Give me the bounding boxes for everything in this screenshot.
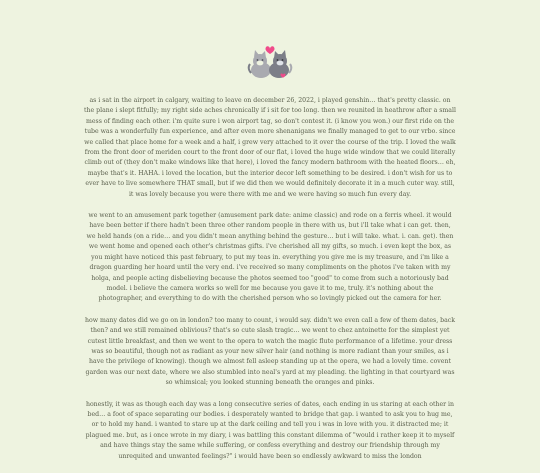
two-cats-with-hearts-icon (246, 40, 294, 82)
letter-body (84, 96, 456, 473)
letter-paragraph-1: as i sat in the airport in calgary, waiting to leave on december 26, 2022, i played genshin… that's pretty classic. on the plane i slept fitfully; my right side aches chronically if i sit for too long. then we reunited in heathrow after a small mess of finding each other. i'm quite sure i won airport tag, so don't contest it. (i know you won.) our first ride on the tube was a wonderfully fun experience, and after even more shenanigans we finally managed to get to our vrbo. since we called that place home for a week and a half, i grew very attached to it over the course of the trip. I loved the walk from the front door of meriden court to the front door of our flat, i loved the huge wide window that we could literally climb out of (they don't make windows like that here), i loved the fancy modern bathroom with the heated floors… eh, maybe that's it. HAHA. i loved the location, but the interior decor left something to be desired. i don't wish for us to ever have to live somewhere THAT small, but if we did then we would definitely decorate it in a much cuter way. still, it was lovely because you were there with me and we were having so much fun every day. (84, 97, 456, 198)
letter-paragraph-2: we went to an amusement park together (amusement park date: anime classic) and rode on a ferris wheel. it would have been better if there hadn't been three other random people in there with us, but i'll take what i can get. then, we held hands (on a ride… and you didn't mean anything behind the gesture… but i will take. what. i. can. get). then we went home and opened each other's christmas gifts. i've cherished all my gifts, so much. i even kept the box, as you might have noticed this past february, to put my teas in. everything you give me is my treasure, and i'm like a dragon guarding her hoard until the very end. i've received so many compliments on the photos i've taken with my holga, and people acting disbelieving because the photos seemed too "good" to come from such a notoriously bad model. i believe the camera works so well for me because you gave it to me, truly. it's nothing about the photographer, and everything to do with the cherished person who so lovingly picked out the camera for her. (86, 212, 454, 303)
letter-paragraph-3: how many dates did we go on in london? too many to count, i would say. didn't we even call a few of them dates, back then? and we still remained oblivious? that's so cute slash tragic… we went to chez antoinette for the simplest yet cutest little breakfast, and then we went to the opera to watch the magic flute performance of a lifetime. your dress was so beautiful, though not as radiant as your new silver hair (and nothing is more radiant than your smiles, as i have the privilege of knowing). though we almost fell asleep standing up at the opera, we had a lovely time. covent garden was our next date, where we also stumbled into neal's yard at my pleading. the lighting in that courtyard was so whimsical; you looked stunning beneath the oranges and pinks. (84, 316, 456, 387)
letter-paragraph-4: honestly, it was as though each day was a long consecutive series of dates, each ending in us staring at each other in bed… a foot of space separating our bodies. i desperately wanted to bridge that gap. i wanted to ask you to hug me, or to hold my hand. i wanted to stare up at the dark ceiling and tell you i was in love with you. it distracted me; it plagued me. but, as i once wrote in my diary, i was battling this constant dilemma of "would i rather keep it to myself and have things stay the same while suffering, or confess everything and destroy our friendship through my unrequited and unwanted feelings?" i would have been so endlessly awkward to miss the london (85, 400, 455, 460)
